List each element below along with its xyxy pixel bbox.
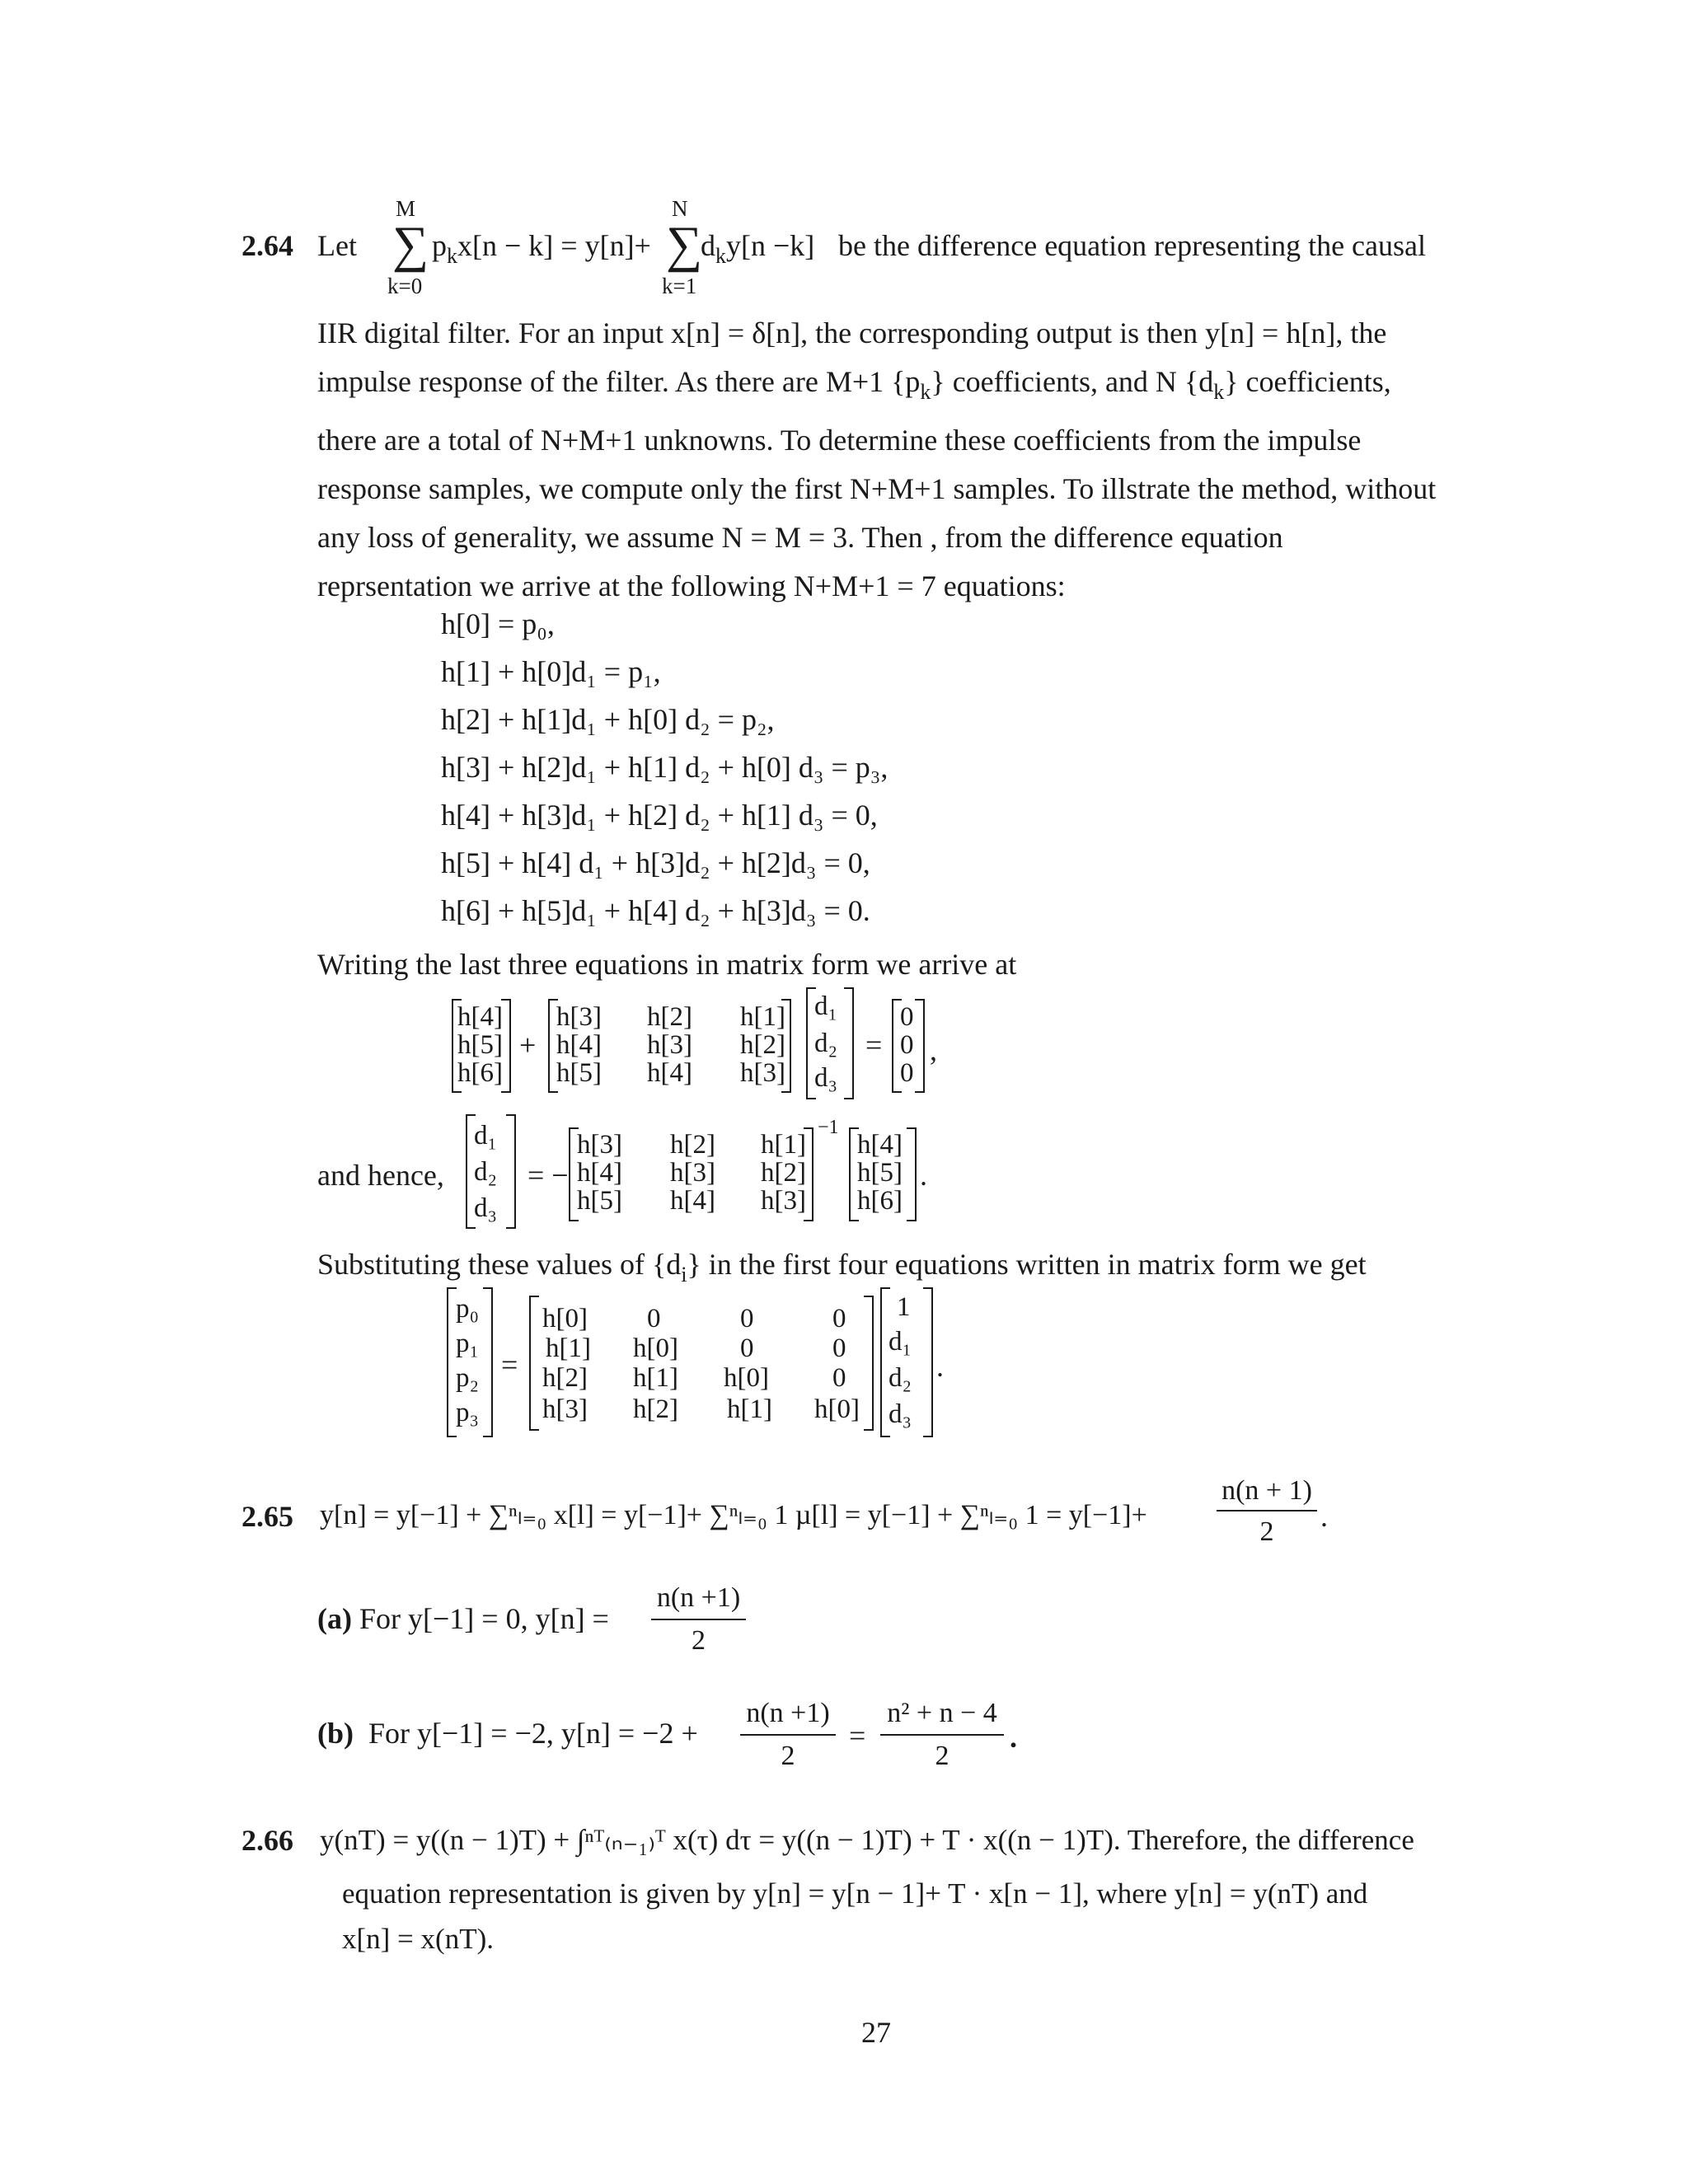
matrix-cell: d₁ bbox=[474, 1121, 498, 1151]
matrix-cell: 0 bbox=[900, 1058, 914, 1088]
period: . bbox=[1010, 1721, 1017, 1754]
bracket-left bbox=[529, 1296, 539, 1431]
eq-2-66-line1: y(nT) = y((n − 1)T) + ∫ⁿᵀ₍ₙ₋₁₎ᵀ x(τ) dτ = y((n − 1)T) + T · x((n − 1)T). Therefore, the difference bbox=[320, 1824, 1414, 1856]
bracket-right bbox=[923, 1287, 933, 1437]
part-b-label: (b) bbox=[317, 1717, 354, 1750]
plus-sign: + bbox=[519, 1029, 537, 1062]
bracket-right bbox=[506, 1114, 516, 1229]
matrix-cell: 0 bbox=[740, 1333, 754, 1363]
equation-row: h[2] + h[1]d₁ + h[0] d₂ = p₂, bbox=[441, 703, 775, 736]
equation-row: h[3] + h[2]d₁ + h[1] d₂ + h[0] d₃ = p₃, bbox=[441, 751, 889, 784]
equation-row: h[4] + h[3]d₁ + h[2] d₂ + h[1] d₃ = 0, bbox=[441, 799, 878, 832]
bracket-right bbox=[907, 1127, 917, 1221]
matrix-cell: h[3] bbox=[542, 1394, 588, 1424]
para-line: there are a total of N+M+1 unknowns. To determine these coefficients from the impulse bbox=[317, 424, 1362, 457]
matrix-cell: h[0] bbox=[633, 1333, 678, 1363]
equation-row: h[1] + h[0]d₁ = p₁, bbox=[441, 655, 661, 688]
sum1-lower-limit: k=0 bbox=[387, 274, 423, 298]
problem-number-2-65: 2.65 bbox=[241, 1500, 293, 1533]
matrix-cell: h[3] bbox=[670, 1158, 715, 1188]
equation-list bbox=[441, 600, 888, 935]
matrix-cell: h[5] bbox=[577, 1186, 622, 1216]
inverse-exponent: −1 bbox=[818, 1117, 839, 1138]
matrix-cell: h[3] bbox=[761, 1186, 806, 1216]
sum1-body: $p_kx[n - k] = y[n]+$ bbox=[432, 229, 651, 268]
part-a: (a) For y[−1] = 0, y[n] = bbox=[317, 1602, 609, 1635]
matrix-cell: d₁ bbox=[889, 1327, 912, 1357]
equation-row: h[5] + h[4] d₁ + h[3]d₂ + h[2]d₃ = 0, bbox=[441, 846, 870, 879]
matrix-cell: h[6] bbox=[457, 1058, 503, 1088]
denominator: 2 bbox=[935, 1741, 950, 1771]
matrix-cell: h[4] bbox=[647, 1058, 692, 1088]
bracket-right bbox=[864, 1296, 874, 1431]
matrix-cell: h[4] bbox=[556, 1030, 602, 1060]
numerator: n(n +1) bbox=[656, 1582, 741, 1613]
problem-number-2-66: 2.66 bbox=[241, 1824, 293, 1857]
matrix-cell: h[4] bbox=[457, 1002, 503, 1032]
matrix-cell: d₃ bbox=[889, 1399, 912, 1429]
matrix-cell: h[1] bbox=[727, 1394, 772, 1424]
matrix-cell: h[0] bbox=[542, 1304, 588, 1333]
sum1-upper-limit: M bbox=[396, 196, 416, 221]
matrix-cell: h[0] bbox=[814, 1394, 860, 1424]
equals-minus: = − bbox=[528, 1159, 569, 1192]
sum2-upper-limit: N bbox=[672, 196, 688, 221]
period: . bbox=[1320, 1500, 1328, 1533]
matrix-cell: 0 bbox=[832, 1363, 846, 1393]
para-line: impulse response of the filter. As there are M+1 $\{p_k\}$ coefficients, and N $\{d_k\}$ coefficients, bbox=[317, 365, 1391, 404]
matrix-cell: h[1] bbox=[761, 1130, 806, 1160]
paragraph-2-64 bbox=[317, 309, 1521, 611]
matrix-cell: p₂ bbox=[456, 1363, 480, 1393]
line1-tail: be the difference equation representing the causal bbox=[838, 229, 1427, 262]
fraction-bar bbox=[1217, 1510, 1317, 1511]
eq-2-66-line2: equation representation is given by y[n] = y[n − 1]+ T · x[n − 1], where y[n] = y(nT) and bbox=[342, 1877, 1368, 1910]
matrix-cell: d₂ bbox=[889, 1363, 912, 1393]
matrix-cell: h[4] bbox=[670, 1186, 715, 1216]
matrix-cell: h[5] bbox=[556, 1058, 602, 1088]
fraction-b2 bbox=[880, 1698, 1004, 1772]
let-word: Let bbox=[317, 229, 357, 262]
matrix-cell: 0 bbox=[900, 1002, 914, 1032]
bracket-right bbox=[915, 999, 925, 1093]
bracket-right bbox=[781, 999, 791, 1093]
matrix-cell: h[6] bbox=[857, 1186, 903, 1216]
matrix-cell: h[5] bbox=[457, 1030, 503, 1060]
fraction-a bbox=[651, 1582, 746, 1657]
bracket-right bbox=[501, 999, 511, 1093]
matrix-cell: h[2] bbox=[670, 1130, 715, 1160]
matrix-cell: h[4] bbox=[857, 1130, 903, 1160]
para-line: response samples, we compute only the first N+M+1 samples. To illstrate the method, without bbox=[317, 472, 1437, 505]
page-number: 27 bbox=[861, 2016, 891, 2049]
matrix-cell: 0 bbox=[647, 1304, 661, 1333]
fraction-bar bbox=[740, 1734, 836, 1736]
comma: , bbox=[930, 1033, 937, 1066]
matrix-cell: h[1] bbox=[546, 1333, 591, 1363]
equals-sign: = bbox=[865, 1029, 883, 1062]
matrix-cell: 0 bbox=[832, 1304, 846, 1333]
sum2-sigma: ∑ bbox=[666, 217, 703, 273]
and-hence-label: and hence, bbox=[317, 1159, 444, 1192]
matrix-cell: d₃ bbox=[814, 1063, 838, 1093]
matrix-cell: h[3] bbox=[740, 1058, 785, 1088]
bracket-right bbox=[804, 1127, 814, 1221]
fraction-bar bbox=[880, 1734, 1004, 1736]
part-a-label: (a) bbox=[317, 1602, 352, 1635]
matrix-cell: 0 bbox=[740, 1304, 754, 1333]
matrix-cell: p₁ bbox=[456, 1329, 480, 1358]
numerator: n(n +1) bbox=[746, 1698, 830, 1728]
matrix-cell: h[1] bbox=[633, 1363, 678, 1393]
matrix-cell: h[0] bbox=[724, 1363, 769, 1393]
bracket-right bbox=[844, 987, 854, 1099]
equation-row: h[0] = p₀, bbox=[441, 607, 555, 640]
equation-row: h[6] + h[5]d₁ + h[4] d₂ + h[3]d₃ = 0. bbox=[441, 894, 870, 927]
matrix-cell: d₃ bbox=[474, 1193, 498, 1223]
bracket-right bbox=[483, 1287, 493, 1437]
matrix-cell: 0 bbox=[832, 1333, 846, 1363]
matrix-cell: 1 bbox=[897, 1292, 911, 1322]
numerator: n(n + 1) bbox=[1221, 1475, 1312, 1506]
matrix-cell: 0 bbox=[900, 1030, 914, 1060]
matrix-cell: h[3] bbox=[647, 1030, 692, 1060]
equals-sign: = bbox=[501, 1348, 518, 1381]
matrix-cell: h[2] bbox=[647, 1002, 692, 1032]
sum2-body: $d_ky[n -k]$ bbox=[701, 229, 815, 268]
matrix-cell: p₃ bbox=[456, 1398, 480, 1427]
matrix-cell: h[3] bbox=[577, 1130, 622, 1160]
matrix-cell: d₂ bbox=[814, 1029, 838, 1058]
fraction-b1 bbox=[740, 1698, 836, 1772]
denominator: 2 bbox=[781, 1741, 795, 1771]
period: . bbox=[936, 1350, 944, 1383]
sum2-lower-limit: k=1 bbox=[662, 274, 697, 298]
problem-number-2-64: 2.64 bbox=[241, 229, 293, 262]
matrix-cell: h[2] bbox=[633, 1394, 678, 1424]
matrix-cell: d₁ bbox=[814, 991, 838, 1021]
substitution-text: Substituting these values of $\{d_i\}$ in the first four equations written in matrix form we get bbox=[317, 1248, 1367, 1286]
fraction-2-65 bbox=[1213, 1475, 1320, 1548]
matrix-cell: d₂ bbox=[474, 1157, 498, 1187]
matrix-cell: h[2] bbox=[761, 1158, 806, 1188]
sum1-sigma: ∑ bbox=[392, 217, 429, 273]
eq-2-66-line3: x[n] = x(nT). bbox=[342, 1923, 494, 1955]
para-line: IIR digital filter. For an input x[n] = δ[n], the corresponding output is then y[n] = h[n], the bbox=[317, 316, 1387, 349]
fraction-bar bbox=[651, 1619, 746, 1620]
matrix-cell: h[5] bbox=[857, 1158, 903, 1188]
period: . bbox=[920, 1159, 927, 1192]
numerator: n² + n − 4 bbox=[887, 1698, 997, 1728]
equals-sign: = bbox=[849, 1719, 866, 1752]
denominator: 2 bbox=[692, 1625, 706, 1656]
para-line: any loss of generality, we assume N = M = 3. Then , from the difference equation bbox=[317, 521, 1283, 554]
matrix-cell: p₀ bbox=[456, 1294, 480, 1324]
denominator: 2 bbox=[1259, 1516, 1274, 1547]
para-line: reprsentation we arrive at the following N+M+1 = 7 equations: bbox=[317, 569, 1066, 602]
matrix-cell: h[3] bbox=[556, 1002, 602, 1032]
matrix-cell: h[4] bbox=[577, 1158, 622, 1188]
matrix-cell: h[2] bbox=[542, 1363, 588, 1393]
eq-2-65: y[n] = y[−1] + ∑ⁿₗ₌₀ x[l] = y[−1]+ ∑ⁿₗ₌₀ 1 µ[l] = y[−1] + ∑ⁿₗ₌₀ 1 = y[−1]+ bbox=[320, 1500, 1147, 1530]
matrix-cell: h[1] bbox=[740, 1002, 785, 1032]
part-b: (b) For y[−1] = −2, y[n] = −2 + bbox=[317, 1717, 698, 1750]
matrix-cell: h[2] bbox=[740, 1030, 785, 1060]
matrix-intro: Writing the last three equations in matrix form we arrive at bbox=[317, 948, 1017, 981]
